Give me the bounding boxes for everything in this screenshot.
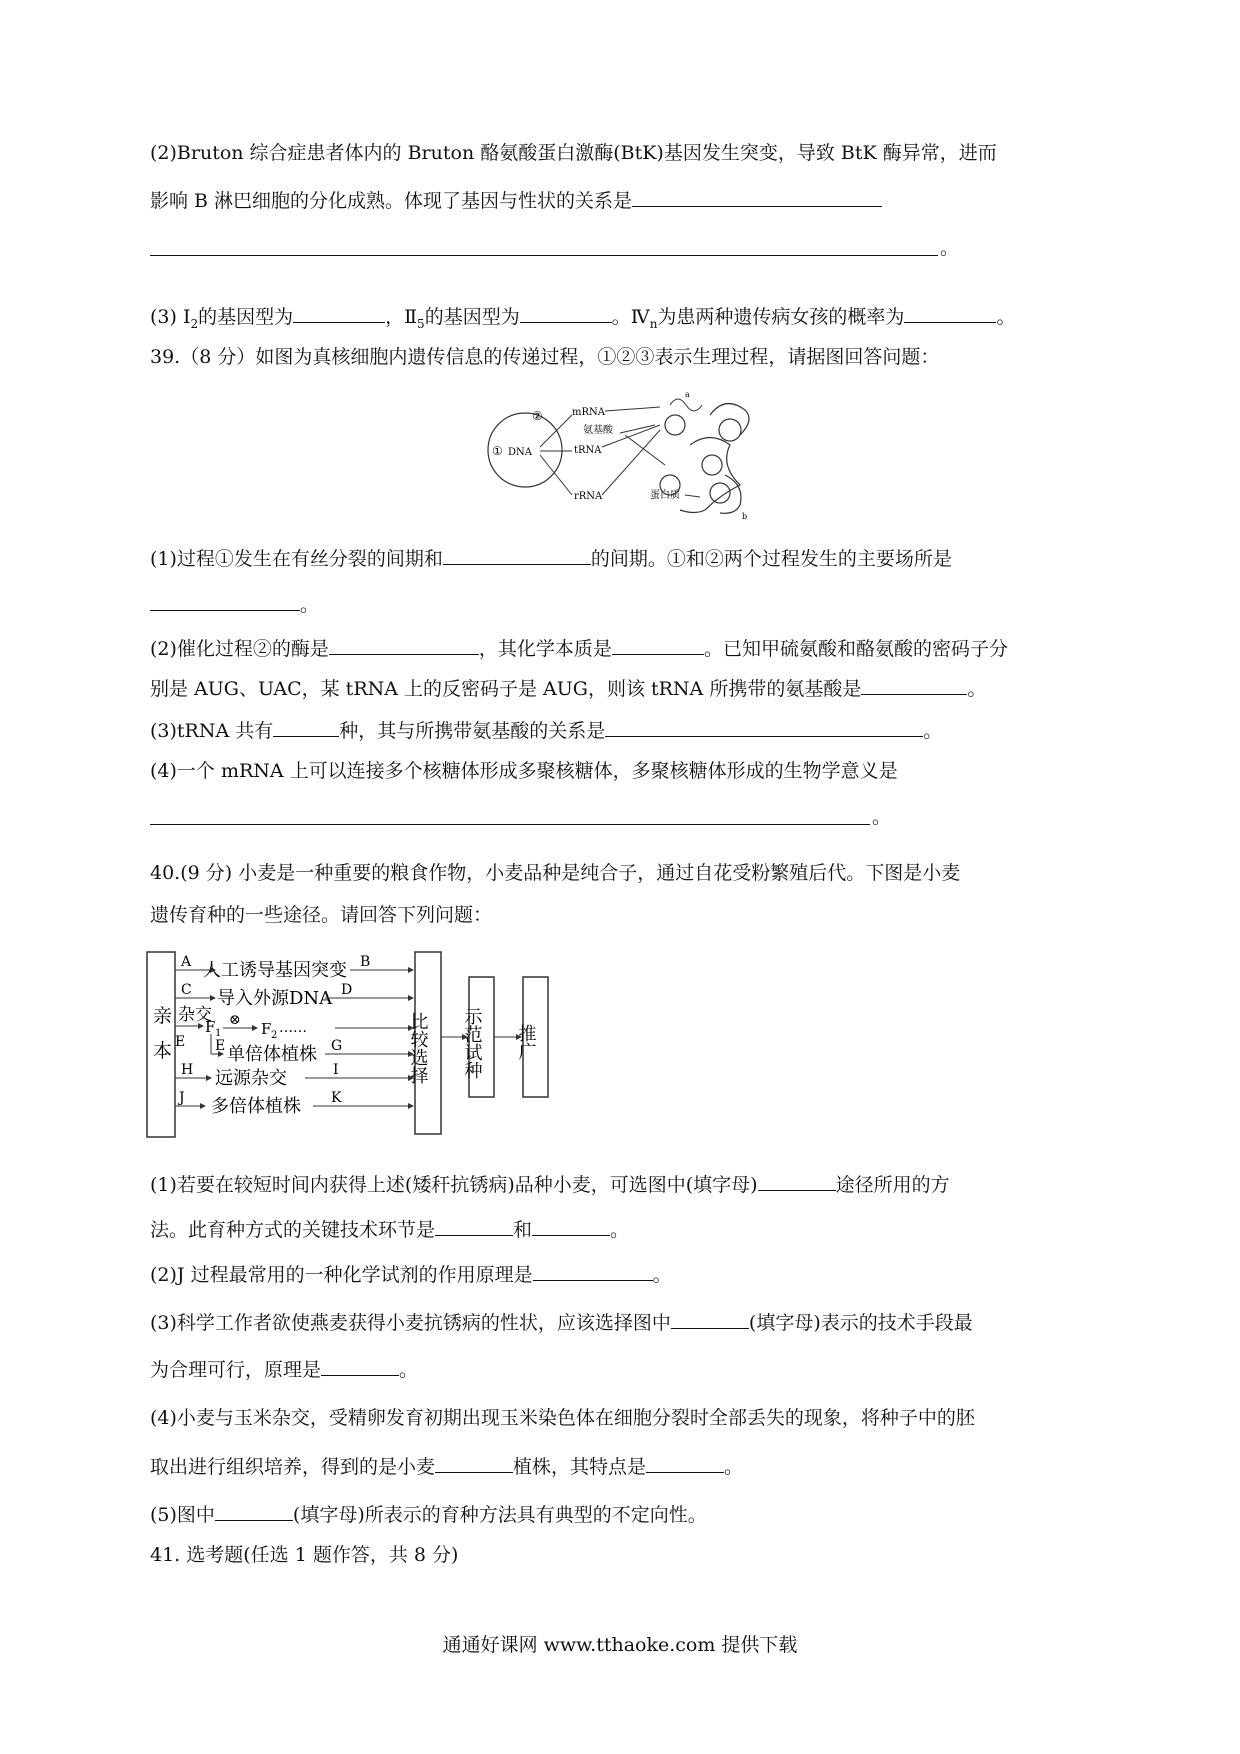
label-I: I	[333, 1062, 339, 1078]
q40-p4-line1: (4)小麦与玉米杂交，受精卵发育初期出现玉米染色体在细胞分裂时全部丢失的现象，将种子中的胚	[150, 1407, 975, 1429]
label-F1: F	[205, 1018, 216, 1036]
label-E: E	[175, 1034, 186, 1050]
q39-title: 39.（8 分）如图为真核细胞内遗传信息的传递过程，①②③表示生理过程，请据图回答问题：	[150, 346, 940, 368]
answer-blank[interactable]	[321, 1355, 399, 1376]
q40-title-line1: 40.(9 分) 小麦是一种重要的粮食作物，小麦品种是纯合子，通过自花受粉繁殖后代。下图是小麦	[150, 862, 961, 884]
label-a: a	[685, 390, 690, 399]
answer-blank[interactable]	[329, 634, 479, 655]
answer-blank[interactable]	[520, 302, 612, 323]
parent-label-1: 亲	[153, 1005, 173, 1027]
process-2-label: ②	[532, 409, 543, 423]
q39-p2-line2: 别是 AUG、UAC，某 tRNA 上的反密码子是 AUG，则该 tRNA 所携带的氨基酸是 。	[150, 674, 986, 702]
q39-p3-line: (3)tRNA 共有 种，其与所携带氨基酸的关系是 。	[150, 716, 942, 744]
demo-trial-label: 示范试种	[461, 1007, 483, 1079]
q39-p1-line2: 。	[150, 590, 319, 618]
answer-blank[interactable]	[215, 1500, 293, 1521]
q40-title-line2: 遗传育种的一些途径。请回答下列问题：	[150, 904, 493, 926]
answer-blank[interactable]	[150, 590, 300, 611]
q39-p1-line1: (1)过程①发生在有丝分裂的间期和 的间期。①和②两个过程发生的主要场所是	[150, 544, 952, 572]
footer-credit: 通通好课网 www.tthaoke.com 提供下载	[442, 1634, 798, 1656]
answer-blank[interactable]	[646, 1452, 724, 1473]
q41-title: 41. 选考题(任选 1 题作答，共 8 分)	[150, 1544, 459, 1566]
answer-blank[interactable]	[632, 186, 882, 207]
q40-p4-line2: 取出进行组织培养，得到的是小麦 植株，其特点是 。	[150, 1452, 743, 1480]
mrna-label: mRNA	[572, 407, 605, 418]
ribosome	[665, 415, 685, 435]
q40-p1-line1: (1)若要在较短时间内获得上述(矮秆抗锈病)品种小麦，可选图中(填字母) 途径所用的方	[150, 1170, 950, 1198]
label-D: D	[341, 982, 353, 998]
arrow-dna-rrna	[540, 455, 572, 495]
answer-blank[interactable]	[904, 302, 996, 323]
q40-p3-line2: 为合理可行，原理是 。	[150, 1355, 418, 1383]
label-F: E	[215, 1038, 226, 1054]
row-haploid: 单倍体植株	[227, 1044, 317, 1065]
q40-p1-line2: 法。此育种方式的关键技术环节是 和 。	[150, 1215, 629, 1243]
answer-blank[interactable]	[671, 1308, 749, 1329]
answer-blank[interactable]	[293, 302, 385, 323]
q40-p3-line1: (3)科学工作者欲使燕麦获得小麦抗锈病的性状，应该选择图中 (填字母)表示的技术手段最	[150, 1308, 973, 1336]
process-1-label: ①	[492, 444, 503, 458]
label-H: H	[181, 1062, 194, 1078]
answer-blank[interactable]	[443, 544, 591, 565]
label-C: C	[181, 982, 192, 998]
dots: ……	[279, 1020, 307, 1036]
dna-label: DNA	[508, 447, 532, 458]
trna-label: tRNA	[574, 445, 602, 456]
row-foreign-dna: 导入外源DNA	[217, 988, 333, 1009]
answer-blank[interactable]	[435, 1452, 513, 1473]
label-b: b	[742, 512, 748, 521]
label-B: B	[360, 954, 371, 970]
answer-blank[interactable]	[150, 824, 870, 825]
answer-blank[interactable]	[533, 1260, 653, 1281]
row-mutation: 人工诱导基因突变	[203, 960, 347, 981]
parent-label-2: 本	[153, 1040, 173, 1062]
q40-p2-line: (2)J 过程最常用的一种化学试剂的作用原理是 。	[150, 1260, 672, 1288]
answer-blank[interactable]	[273, 716, 339, 737]
label-G: G	[331, 1038, 343, 1054]
answer-blank[interactable]	[532, 1215, 610, 1236]
row-cross: 杂交	[178, 1005, 212, 1025]
q38-p2-line2: 影响 B 淋巴细胞的分化成熟。体现了基因与性状的关系是	[150, 186, 882, 214]
selfing-symbol: ⊗	[229, 1012, 241, 1028]
amino-acid-label: 氨基酸	[583, 425, 613, 436]
rrna-label: rRNA	[574, 491, 603, 502]
q38-p2-line1: (2)Bruton 综合症患者体内的 Bruton 酪氨酸蛋白激酶(BtK)基因发生突变，导致 BtK 酶异常，进而	[150, 142, 997, 164]
label-K: K	[331, 1090, 342, 1106]
answer-blank[interactable]	[612, 634, 704, 655]
label-F1-sub: 1	[215, 1028, 222, 1039]
ribosome	[702, 455, 722, 475]
q38-p2-end: 。	[940, 237, 960, 259]
label-F2: F	[261, 1020, 272, 1038]
q39-p2-line1: (2)催化过程②的酶是 ，其化学本质是 。已知甲硫氨酸和酪氨酸的密码子分	[150, 634, 1008, 662]
q38-p3-line: (3) $Ⅰ_2$的基因型为 ，$Ⅱ_5$的基因型为 。$Ⅳ_n$为患两种遗传病女孩的概率为 。	[150, 302, 1015, 337]
gene-expression-diagram	[480, 385, 760, 525]
row-distant-cross: 远源杂交	[215, 1068, 287, 1089]
answer-blank[interactable]	[435, 1215, 513, 1236]
answer-blank[interactable]	[150, 255, 938, 256]
label-J: J	[179, 1090, 185, 1106]
arrow-dna-mrna	[540, 415, 572, 447]
protein-label: 蛋白质	[650, 490, 680, 501]
compare-select-label: 比较选择	[407, 1012, 429, 1084]
answer-blank[interactable]	[758, 1170, 836, 1191]
q39-p4-line1: (4)一个 mRNA 上可以连接多个核糖体形成多聚核糖体，多聚核糖体形成的生物学意义是	[150, 760, 898, 782]
promote-label: 推广	[515, 1024, 537, 1060]
answer-blank[interactable]	[861, 674, 967, 695]
breeding-pathways-diagram	[145, 942, 565, 1142]
label-F2-sub: 2	[271, 1030, 278, 1041]
label-A: A	[181, 954, 192, 970]
ribosome	[719, 419, 741, 441]
answer-blank[interactable]	[605, 716, 923, 737]
row-polyploid: 多倍体植株	[211, 1096, 301, 1117]
q40-p5-line: (5)图中 (填字母)所表示的育种方法具有典型的不定向性。	[150, 1500, 707, 1528]
q39-p4-end: 。	[872, 806, 892, 828]
